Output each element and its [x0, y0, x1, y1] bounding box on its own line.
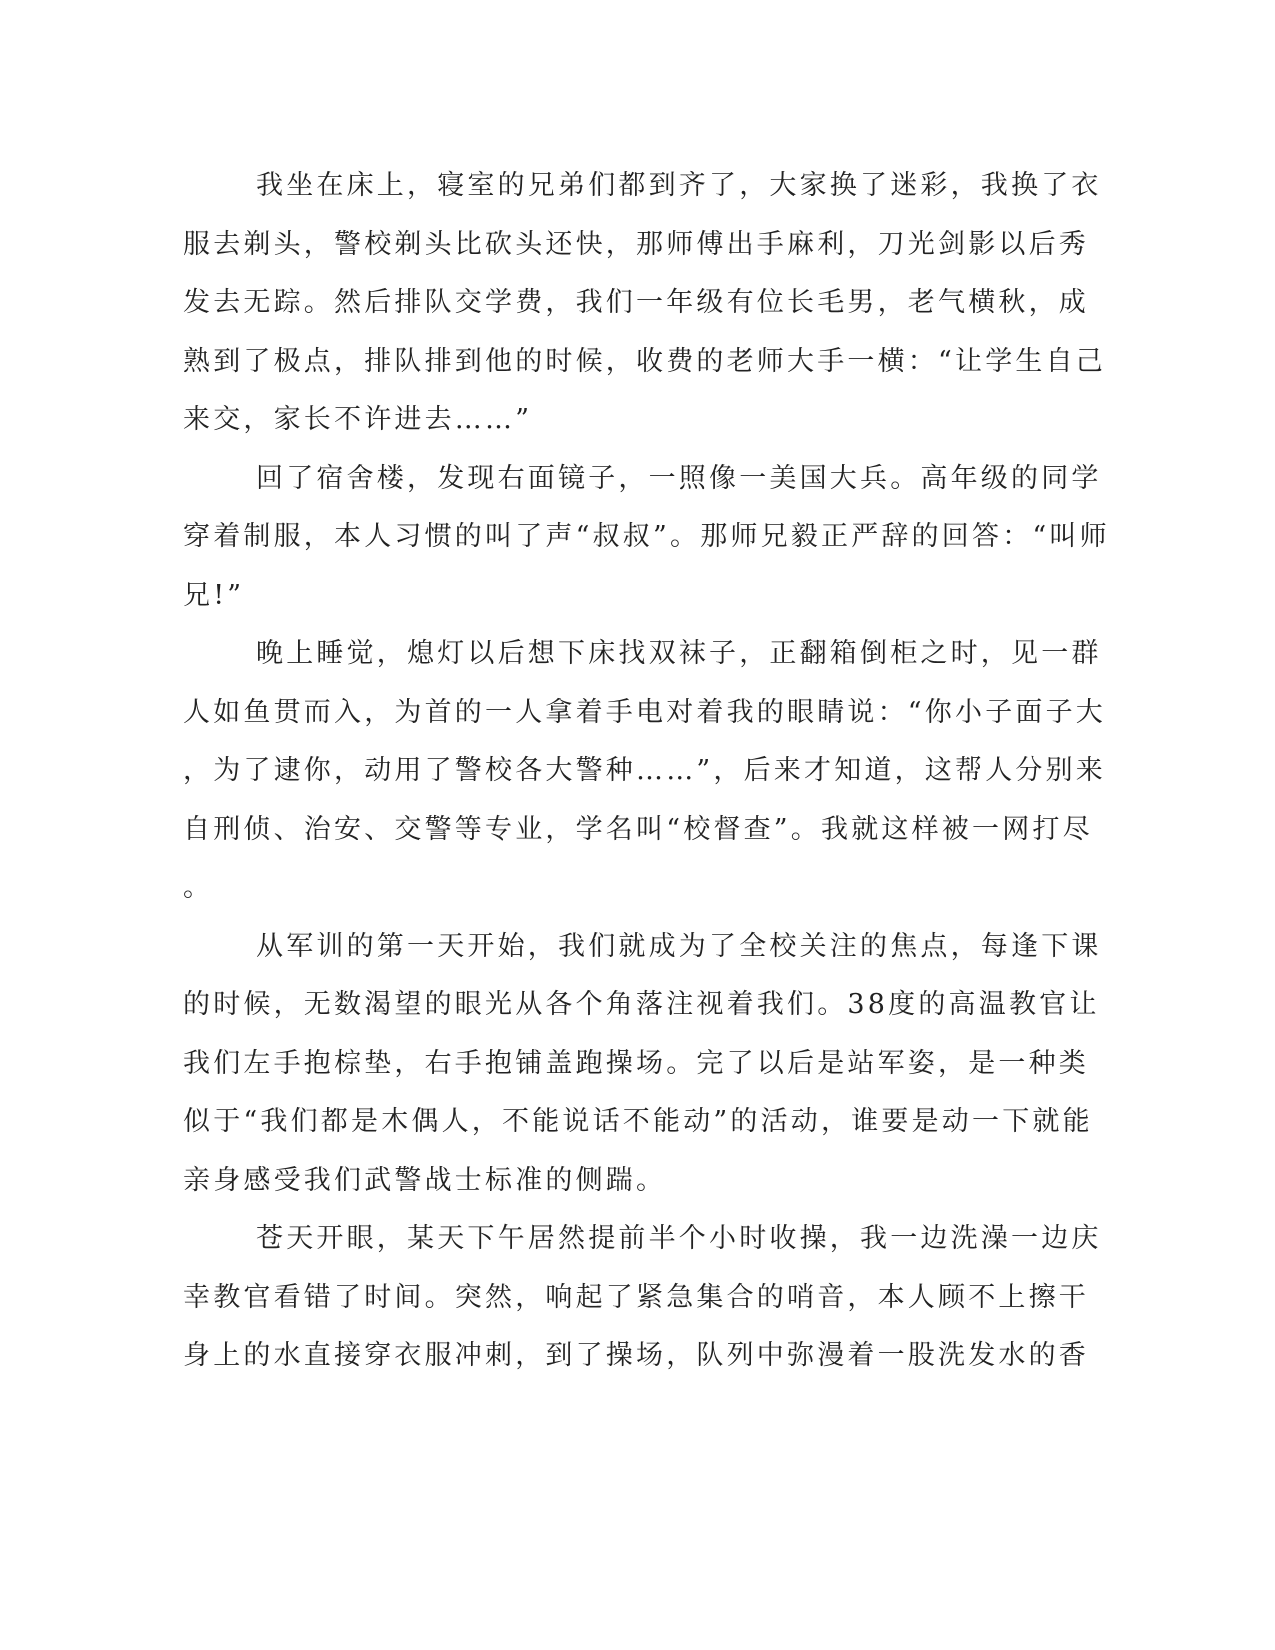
text-line: 亲身感受我们武警战士标准的侧踹。 [183, 1164, 667, 1196]
paragraph-4 [183, 918, 1102, 1211]
text-line: 苍天开眼，某天下午居然提前半个小时收操，我一边洗澡一边庆 [256, 1223, 1102, 1254]
text-line: 兄!” [183, 579, 245, 611]
text-line: 来交，家长不许进去……” [183, 404, 533, 435]
text-line: 熟到了极点，排队排到他的时候，收费的老师大手一横：“让学生自己 [183, 345, 1107, 377]
text-line: ，为了逮你，动用了警校各大警种……”，后来才知道，这帮人分别来 [183, 755, 1107, 786]
text-line: 我坐在床上，寝室的兄弟们都到齐了，大家换了迷彩，我换了衣 [256, 170, 1102, 201]
text-line: 似于“我们都是木偶人，不能说话不能动”的活动，谁要是动一下就能 [183, 1106, 1093, 1137]
text-line: 人如鱼贯而入，为首的一人拿着手电对着我的眼睛说：“你小子面子大 [183, 696, 1107, 728]
text-line: 服去剃头，警校剃头比砍头还快，那师傅出手麻利，刀光剑影以后秀 [183, 228, 1089, 260]
text-line: 回了宿舍楼，发现右面镜子，一照像一美国大兵。高年级的同学 [256, 462, 1102, 494]
paragraph-2 [183, 450, 1110, 626]
text-line: 幸教官看错了时间。突然，响起了紧急集合的哨音，本人顾不上擦干 [183, 1281, 1089, 1313]
paragraph-1 [183, 157, 1107, 450]
text-line: 自刑侦、治安、交警等专业，学名叫“校督查”。我就这样被一网打尽 [183, 813, 1093, 845]
text-line: 穿着制服，本人习惯的叫了声“叔叔”。那师兄毅正严辞的回答：“叫师 [183, 521, 1110, 552]
text-line: 发去无踪。然后排队交学费，我们一年级有位长毛男，老气横秋，成 [183, 287, 1089, 318]
text-line: 的时候，无数渴望的眼光从各个角落注视着我们。38度的高温教官让 [183, 989, 1100, 1020]
text-line: 晚上睡觉，熄灯以后想下床找双袜子，正翻箱倒柜之时，见一群 [256, 638, 1102, 669]
document-body [183, 157, 1110, 1386]
text-line: 身上的水直接穿衣服冲刺，到了操场，队列中弥漫着一股洗发水的香 [183, 1340, 1089, 1371]
paragraph-3 [183, 625, 1107, 918]
paragraph-5 [183, 1210, 1102, 1386]
text-line: 我们左手抱棕垫，右手抱铺盖跑操场。完了以后是站军姿，是一种类 [183, 1047, 1089, 1079]
text-line: 。 [183, 872, 214, 903]
text-line: 从军训的第一天开始，我们就成为了全校关注的焦点，每逢下课 [256, 930, 1102, 962]
